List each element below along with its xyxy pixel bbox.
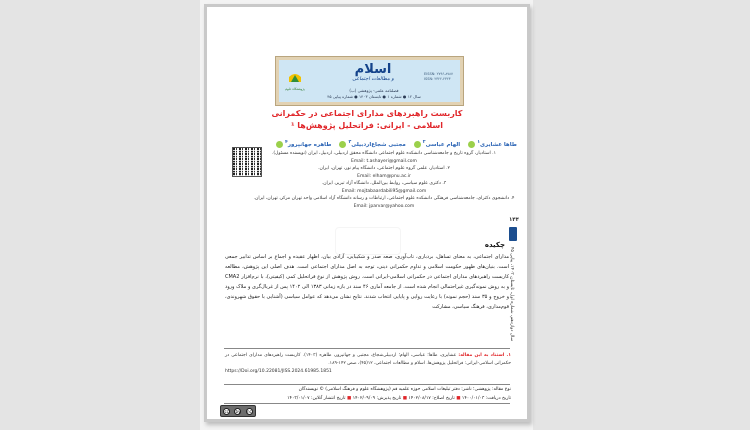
date-revised: تاریخ اصلاح: ۱۴۰۲/۰۸/۱۷	[408, 396, 455, 401]
date-accepted: تاریخ پذیرش: ۱۴۰۲/۰۹/۰۹	[352, 396, 402, 401]
article-title	[237, 108, 497, 132]
date-received: تاریخ دریافت: ۱۴۰۰/۰۱/۰۳	[461, 396, 511, 401]
journal-banner	[276, 57, 463, 105]
citation-lead: ۱. استناد به این مقاله:	[458, 353, 512, 358]
article-dates: تاریخ دریافت: ۱۴۰۰/۰۱/۰۳ ■ تاریخ اصلاح: ۱۴۰۲/۰۸/۱۷ ■ تاریخ پذیرش: ۱۴۰۲/۰۹/۰۹ ■ تاریخ انتشار آنلاین: ۱۴۰۳/۰۱/۰۷	[287, 396, 511, 401]
issn-online: EISSN: ۲۷۹۶-۸۷۸۷	[424, 72, 453, 76]
email-link[interactable]: Email: mojtabaardabili95@gmail.com	[341, 188, 427, 194]
page-number: ۱۴۴	[508, 217, 520, 223]
watermark-logo	[335, 227, 401, 255]
divider	[224, 403, 510, 404]
abstract-text: مدارای اجتماعی، به معنای تساهل، بردباری، تاب‌آوری، صعه صدر و شکیبایی، آزادی بیان، اظهار عقیده و اجماع بر اساس تدابیر جمعی است. بنیان‌های ظهور حکومت اسلامی و تداوم حکمرانی دینی، توجه به اصل مدارای اجتماعی است. هدف اصلی این پژوهش، مطالعه کاربست راهبردهای مدارای اجتماعی در حکمرانی اسلامی-ایرانی است. روش پژوهش از نوع فراتحلیل کمی (کیفیتی)، با نرم‌افزار CMA2 و به روش نمونه‌گیری غیراحتمالی انجام شده است. از جامعه آماری ۴۶ سند در بازه زمانی ۱۳۸۳ الی ۱۴۰۲ پس از غربال‌گری و ملاک ورود و خروج و ۳۵ سند (حجم نمونه) با رعایت روایی و پایایی انتخاب شدند. نتایج نشان می‌دهد که عوامل سیاسی (آشنایی با حقوق شهروندی، قوم‌مداری، فرهنگ سیاسی، مشارکت	[225, 254, 510, 310]
orcid-icon[interactable]	[468, 141, 475, 148]
by-icon: by	[235, 408, 241, 414]
nc-icon: nc	[246, 408, 252, 414]
issn-print: ISSN: ۲۳۲۲-۲۳۲۳	[424, 77, 451, 81]
date-published: تاریخ انتشار آنلاین: ۱۴۰۳/۰۱/۰۷	[287, 396, 346, 401]
cc-license-badge[interactable]	[220, 405, 256, 417]
author[interactable]: الهام عباسی$^۲$	[412, 140, 460, 148]
journal-type: فصلنامه علمی- پژوهشی (ب)	[349, 88, 399, 93]
author-list	[227, 140, 517, 148]
article-type: نوع مقاله: پژوهشی؛ ناشر: دفتر تبلیغات اسلامی حوزه علمیه قم (پژوهشگاه علوم و فرهنگ اسلامی) © نویسندگان	[298, 387, 511, 392]
author[interactable]: طاها عشایری$^۱$	[466, 140, 517, 148]
journal-issue: سال ۱۲ ● شماره ۱ ● تابستان ۱۴۰۳ ● شماره پیاپی ۴۵	[327, 94, 421, 99]
cc-icon: cc	[224, 408, 229, 414]
email-link[interactable]: Email: elham@pnu.ac.ir	[357, 173, 411, 179]
issn-block	[424, 72, 453, 82]
article-title-line-1: کاربست راهبردهای مدارای اجتماعی در حکمرانی	[271, 109, 463, 118]
divider	[224, 384, 510, 385]
article-title-line-2: اسلامی - ایرانی: فراتحلیل پژوهش‌ها ¹	[290, 121, 443, 130]
journal-emblem-icon	[288, 71, 302, 83]
journal-logo-subtitle: و مطالعات اجتماعی	[352, 76, 394, 82]
journal-logo-title: اسلام	[354, 62, 392, 77]
orcid-icon[interactable]	[414, 141, 421, 148]
email-link[interactable]: Email: jparvar@yahoo.com	[353, 203, 415, 209]
divider	[224, 348, 510, 349]
emblem-caption: پژوهشگاه علوم	[285, 87, 305, 91]
affiliation: ۱. استادیار، گروه تاریخ و جامعه‌شناسی دانشکده علوم اجتماعی دانشگاه محقق اردبیلی، اردبیل، ایران (نویسنده مسئول). Email: t.ashayeri@gmail.com ۲. استادیار، علمی گروه علوم اجتماعی، دانشگاه پیام نور، تهران، ایران. Email: elham@pnu.ac.ir ۳. دکتری علوم سیاسی، روابط بین‌الملل، دانشگاه آزاد تبریز، ایران. Email: mojtabaardabili95@gmail.com ۴. دانشجوی دکترای، جامعه‌شناسی فرهنگی دانشکده علوم اجتماعی، ارتباطات و رسانه دانشگاه آزاد اسلامی واحد تهران مرکز، تهران، ایران. Email: jparvar@yahoo.com	[253, 151, 515, 209]
citation-text: عشایری، طاها؛ عباسی، الهام؛ اردبیلی‌شجاع، مجتبی و جهانپرور، طاهره (۱۴۰۳). کاربست راهبردهای مدارای اجتماعی در حکمرانی اسلامی-ایرانی: فراتحلیل پژوهش‌ها. اسلام و مطالعات اجتماعی، ۱۲(۴۵)، صص ۱۴۲-۱۸۹.	[225, 353, 511, 366]
citation-block	[225, 352, 511, 376]
author[interactable]: طاهره جهانپرور$^۴$	[274, 140, 331, 148]
author[interactable]: مجتبی شجاع‌اردبیلی$^۳$	[337, 140, 405, 148]
email-link[interactable]: Email: t.ashayeri@gmail.com	[351, 158, 417, 164]
running-header: سال دوازدهم، شماره اول، تابستان ۱۴۰۳، پیاپی ۴۵	[509, 247, 514, 342]
document-page[interactable]	[207, 7, 527, 419]
doi-link[interactable]: https://Doi.org/10.22081/JISS.2024.61985.1851	[225, 369, 332, 374]
abstract-heading: چکیده	[484, 241, 505, 249]
orcid-icon[interactable]	[339, 141, 346, 148]
side-journal-logo-icon	[509, 227, 517, 241]
orcid-icon[interactable]	[276, 141, 283, 148]
